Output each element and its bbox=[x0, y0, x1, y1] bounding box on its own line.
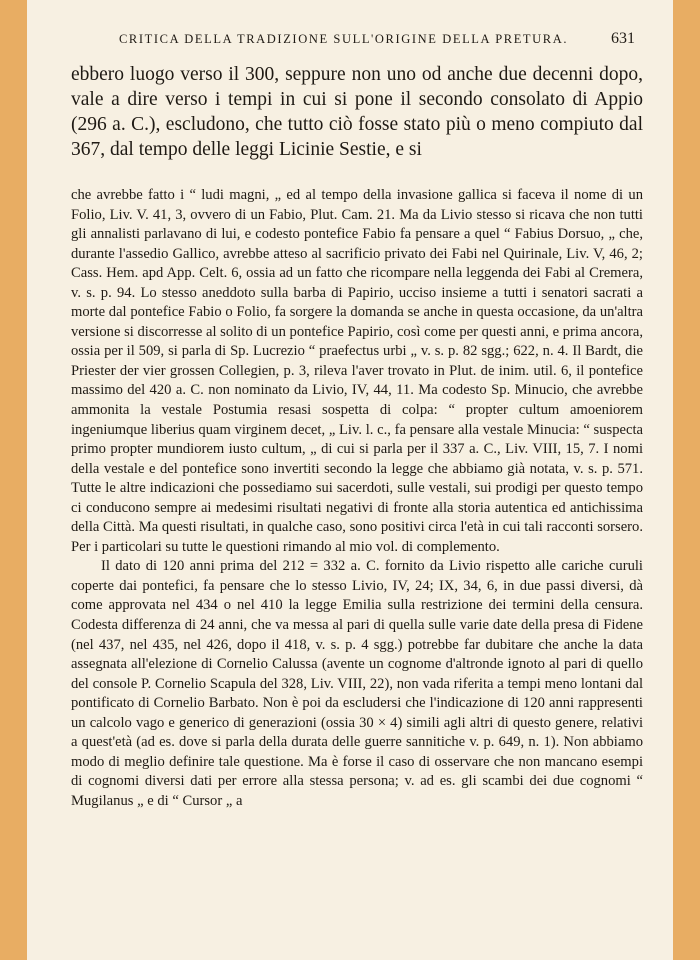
running-head bbox=[119, 28, 635, 50]
page-number: 631 bbox=[611, 30, 635, 47]
footnote-paragraph: Il dato di 120 anni prima del 212 = 332 a. C. fornito da Livio rispetto alle cariche curuli coperte dai pontefici, fa pensare che lo stesso Livio, IV, 24; IX, 34, 6, in due passi diversi, dà come approvata nel 434 o nel 410 la legge Emilia sulla restrizione dei termini della censura. Codesta differenza di 24 anni, che va messa al pari di quella sulle varie date della presa di Fidene (nel 437, nel 435, nel 426, dopo il 418, v. s. p. 4 sgg.) potrebbe far dubitare che anche la data assegnata all'elezione di Cornelio Calussa (avente un cognome d'altronde ignoto al pari di quello del console P. Cornelio Scapula del 328, Liv. VIII, 22), non vada riferita a tempi meno lontani dal pontificato di Cornelio Barbato. Non è poi da escludersi che l'indicazione di 120 anni rappresenti un calcolo vago e generico di generazioni (ossia 30 × 4) simili agli altri di questo genere, relativi a quest'età (ad es. dove si parla della durata delle guerre sannitiche v. p. 649, n. 1). Non abbiamo modo di meglio definire tale questione. Ma è forse il caso di osservare che non mancano esempi di cognomi diversi dati per errore alla stessa persona; v. ad es. gli scambi dei due cognomi “ Mugilanus „ e di “ Cursor „ a bbox=[71, 558, 643, 809]
book-page bbox=[27, 0, 673, 960]
running-title: CRITICA DELLA TRADIZIONE SULL'ORIGINE DELLA PRETURA. bbox=[119, 32, 569, 46]
footnotes bbox=[71, 186, 643, 812]
main-text: ebbero luogo verso il 300, seppure non uno od anche due decenni dopo, vale a dire verso i tempi in cui si pone il secondo consolato di Appio (296 a. C.), escludono, che tutto ciò fosse stato più o meno compiuto dal 367, dal tempo delle leggi Licinie Sestie, e si bbox=[71, 64, 643, 160]
footnote-paragraph: che avrebbe fatto i “ ludi magni, „ ed al tempo della invasione gallica si faceva il nome di un Folio, Liv. V. 41, 3, ovvero di un Fabio, Plut. Cam. 21. Ma da Livio stesso si ricava che non tutti gli annalisti parlavano di lui, e codesto pontefice Fabio fa pensare a quel “ Fabius Dorsuo, „ che, durante l'assedio Gallico, avrebbe atteso al sacrificio privato dei Fabi nel Quirinale, Liv. V, 46, 2; Cass. Hem. apd App. Celt. 6, ossia ad un fatto che ricompare nella leggenda dei Fabi al Cremera, v. s. p. 94. Lo stesso aneddoto sulla barba di Papirio, ucciso insieme a tutti i senatori sacrati a morte dal pontefice Fabio o Folio, fa sorgere la domanda se anche in questa occasione, da un'altra versione si discorresse al solito di un pontefice Papirio, così come per questi anni, e prima ancora, ossia per il 509, si parla di Sp. Lucrezio “ praefectus urbi „ v. s. p. 82 sgg.; 622, n. 4. Il Bardt, die Priester der vier grossen Collegien, p. 3, rileva l'aver trovato in Plut. de inim. util. 6, il pontefice massimo del 420 a. C. non nominato da Livio, IV, 44, 11. Ma codesto Sp. Minucio, che avrebbe ammonita la vestale Postumia resasi sospetta di colpa: “ propter cultum amoeniorem ingeniumque liberius quam virginem decet, „ Liv. l. c., fa pensare alla vestale Minucia: “ suspecta primo propter mundiorem iusto cultum, „ di cui si parla per il 337 a. C., Liv. VIII, 15, 7. I nomi della vestale e del pontefice sono invertiti secondo la legge che abbiamo già notata, v. s. p. 571. Tutte le altre indicazioni che possediamo sui sacerdoti, sulle vestali, sui prodigi per questo tempo ci conducono sempre ai medesimi risultati negativi di fronte alla storia autentica ed antichissima della Città. Ma questi risultati, in qualche caso, sono positivi circa l'età in cui tali racconti sorsero. Per i particolari su tutte le questioni rimando al mio vol. di complemento. bbox=[71, 187, 643, 555]
